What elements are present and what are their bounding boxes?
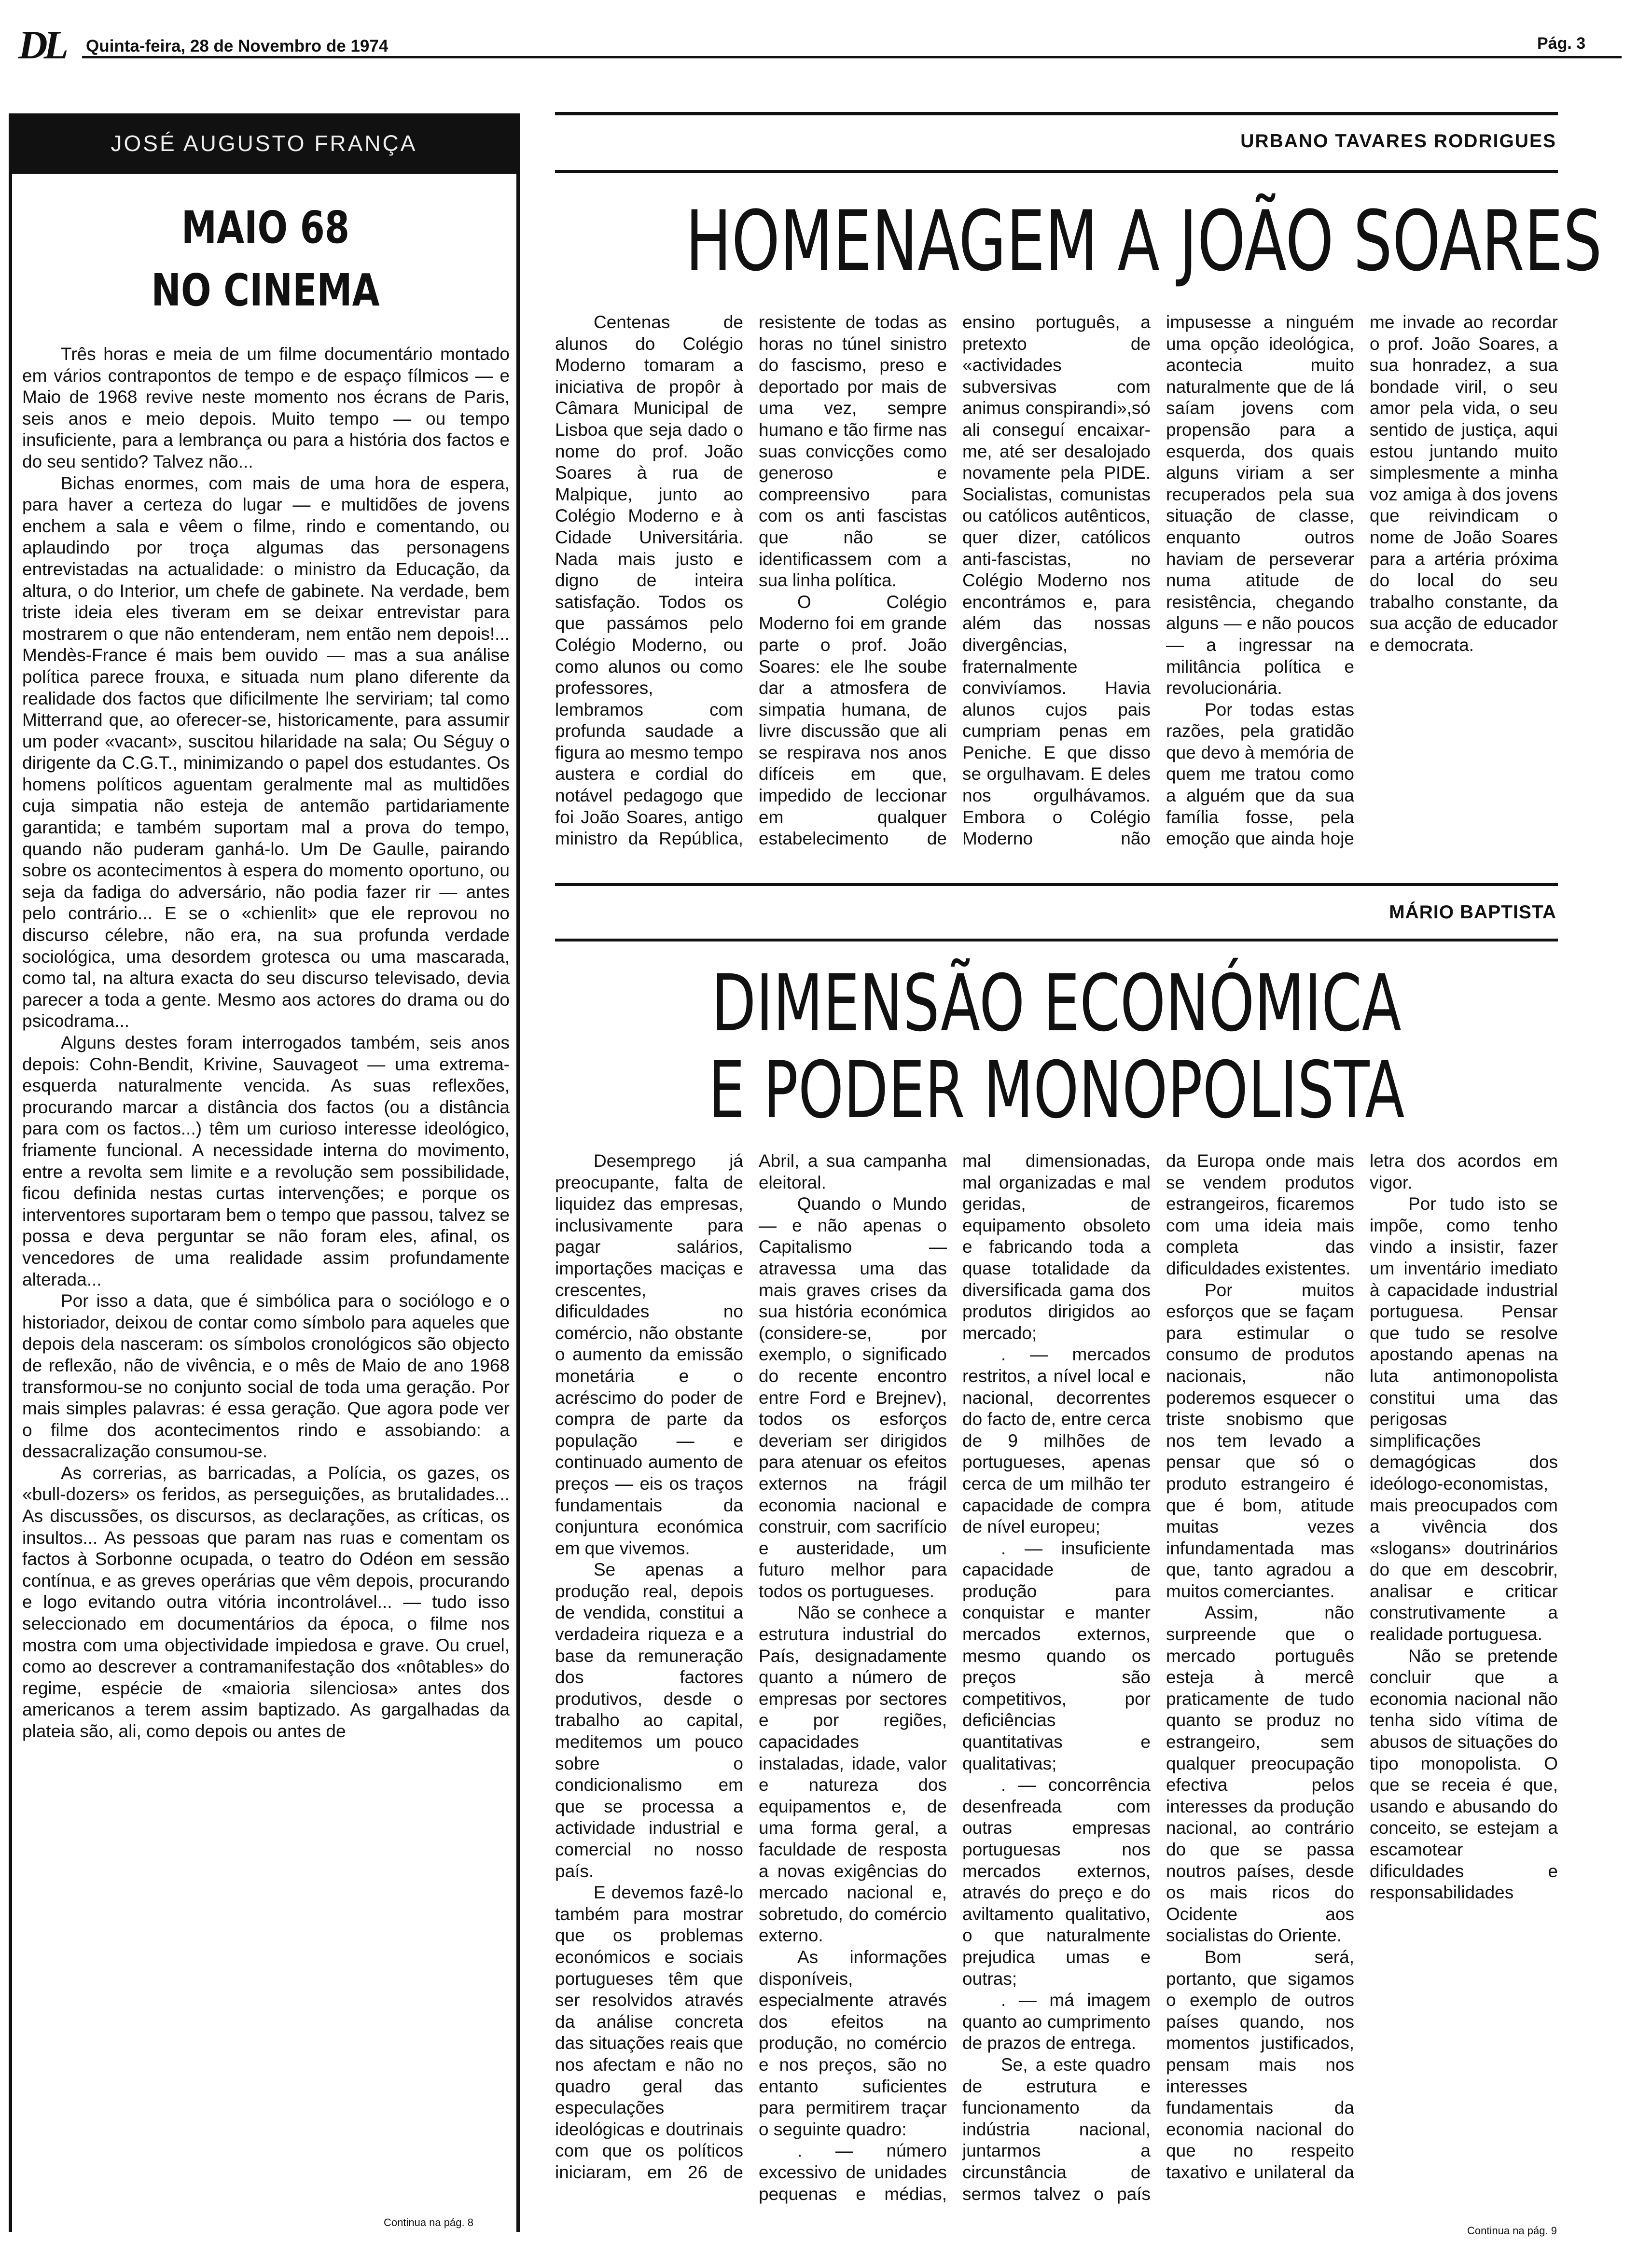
top-paragraph: Por todas estas razões, pela gratidão que devo à memória de quem me tratou como a alguém que da sua família fosse, pela emoção que ainda hoje me invade ao recordar o prof. João Soares, a sua honradez, a sua bondade viril, o seu amor pela vida, o seu sentido de justiça, aqui estou juntando muito simplesmente a minha voz amiga à dos jovens que reivindicam o nome de João Soares para a artéria próxima do local do seu trabalho constante, da sua acção de educador e democrata. xyxy=(1166,312,1558,849)
bottom-paragraph: E devemos fazê-lo também para mostrar que os problemas económicos e sociais portugueses têm que ser resolvidos através da análise concreta das situações reais que nos afectam e não no quadro geral das especulações ideológicas e doutrinais com que os políticos iniciaram, em 26 de Abril, a sua campanha eleitoral. xyxy=(555,1151,947,2182)
left-paragraph: Três horas e meia de um filme documentário montado em vários contrapontos de tempo e de espaço fílmicos — e Maio de 1968 revive neste momento nos écrans de Paris, seis anos e meio depois. Muito tempo — ou tempo insuficiente, para a lembrança ou para a história dos factos e do seu sentido? Talvez não... xyxy=(22,344,510,471)
bottom-paragraph: Não se conhece a estrutura industrial do País, designadamente quanto a número de empresas por sectores e por regiões, capacidades instaladas, idade, valor e natureza dos equipamentos e, de uma forma geral, a faculdade de resposta a novas exigências do mercado nacional e, sobretudo, do comércio externo. xyxy=(759,1603,947,1946)
left-author: JOSÉ AUGUSTO FRANÇA xyxy=(111,131,417,156)
bottom-article-body xyxy=(555,1150,1558,2218)
bottom-list-item: . — mercados restritos, a nível local e nacional, decorrentes do facto de, entre cerca de 9 milhões de portugueses, apenas cerca de um milhão ter capacidade de compra de nível europeu; xyxy=(962,1344,1151,1537)
bottom-author: MÁRIO BAPTISTA xyxy=(1389,902,1556,923)
left-paragraph: Bichas enormes, com mais de uma hora de espera, para haver a certeza do lugar — e multidões de jovens enchem a sala e vêem o filme, rindo e comentando, ou aplaudindo por troça algumas das personagens entrevistadas na actualidade: o ministro da Educação, da altura, o do Interior, um chefe de gabinete. Na verdade, bem triste ideia eles tiveram em se deixar entrevistar para mostrarem o que não entenderam, nem então nem depois!... Mendès-France é mais bem ouvido — mas a sua análise política parece frouxa, e situada num plano diferente da realidade dos factos que dificilmente lhe serviriam; tal como Mitterrand que, ao oferecer-se, historicamente, para assumir um poder «vacant», suscitou hilaridade na sala; Ou Séguy o dirigente da C.G.T., minimizando o papel dos estudantes. Os homens políticos aguentam geralmente mal as multidões cuja simpatia não esteja de antemão partidariamente garantida; e também suportam mal a prova do tempo, quando não puderam ganhá-lo. Um De Gaulle, pairando sobre os acontecimentos à espera do momento oportuno, ou seja da fadiga do adversário, não podia fazer rir — antes pelo contrário... E se o «chienlit» que ele reprovou no discurso célebre, não era, na sua profunda verdade sociológica, uma desordem grotesca ou uma mascarada, como tal, na altura exacta do seu discurso televisado, devia parecer a toda a gente. Mesmo aos actores do drama ou do psicodrama... xyxy=(22,473,510,1031)
bottom-continua: Continua na pág. 9 xyxy=(1467,2225,1557,2237)
left-paragraph: Alguns destes foram interrogados também, seis anos depois: Cohn-Bendit, Krivine, Sauvageot — uma extrema-esquerda naturalmente vencida. As suas reflexões, procurando marcar a distância dos factos (ou a distância para com os factos...) têm um curioso interesse ideológico, friamente funcional. A necessidade interna do movimento, entre a revolta sem limite e a revolução sem possibilidade, ficou definida nestas curtas intervenções; e porque os interventores suportaram bem o tempo que passou, talvez se possa e deva perguntar se não foram eles, afinal, os vencedores de uma realidade assim profundamente alterada... xyxy=(22,1033,510,1289)
top-paragraph: Centenas de alunos do Colégio Moderno tomaram a iniciativa de propôr à Câmara Municipal de Lisboa que seja dado o nome do prof. João Soares à rua de Malpique, junto ao Colégio Moderno e à Cidade Universitária. Nada mais justo e digno de inteira satisfação. Todos os que passámos pelo Colégio Moderno, ou como alunos ou como professores, lembramos com profunda saudade a figura ao mesmo tempo austera e cordial do notável pedagogo que foi João Soares, antigo ministro da República, resistente de todas as horas no túnel sinistro do fascismo, preso e deportado por mais de uma vez, sempre humano e tão firme nas suas convicções como generoso e compreensivo para com os anti fascistas que não se identificassem com a sua linha política. xyxy=(555,312,947,849)
bottom-paragraph: Por muitos esforços que se façam para estimular o consumo de produtos nacionais, não poderemos esquecer o triste snobismo que nos tem levado a pensar que só o produto estrangeiro é que é bom, atitude muitas vezes infundamentada mas que, tanto agradou a muitos comerciantes. xyxy=(1166,1280,1354,1601)
left-title-line1: MAIO 68 xyxy=(181,202,350,253)
masthead-logo: DL xyxy=(18,23,65,68)
bottom-title-line2: E PODER MONOPOLISTA xyxy=(708,1045,1405,1136)
left-article-body xyxy=(22,344,510,2062)
bottom-paragraph: Não se pretende concluir que a economia nacional não tenha sido vítima de abusos de situações do tipo monopolista. O que se receia é que, usando e abusando do conceito, se estejam a escamotear dificuldades e responsabilidades xyxy=(1370,1646,1558,1903)
left-paragraph: Por isso a data, que é simbólica para o sociólogo e o historiador, deixou de contar como símbolo para aqueles que depois dela nasceram: os símbolos cronológicos são objecto de reflexão, não de vivência, e o mês de Maio de ano 1968 transformou-se no conjunto social de toda uma geração. Por mais simples palavras: é essa geração. Que agora pode ver o filme dos acontecimentos rindo e assobiando: a dessacralização consumou-se. xyxy=(22,1291,510,1462)
left-paragraph: As correrias, as barricadas, a Polícia, os gazes, os «bull-dozers» os feridos, as perseguições, as brutalidades... As discussões, os discursos, as declarações, as críticas, os insultos... As pessoas que param nas ruas e comentam os factos à Sorbonne ocupada, o teatro do Odéon em sessão contínua, e as greves operárias que vêm depois, procurando e logo evitando outra vitória incontrolável... — tudo isso seleccionado em documentários da época, o filme nos mostra com uma objectividade impiedosa e grave. Ou cruel, como ao descrever a contramanifestação dos «nôtables» do regime, espécie de «maioria silenciosa» antes dos americanos a terem assim baptizado. As gargalhadas da plateia são, ali, como depois ou antes de xyxy=(22,1463,510,1741)
bottom-list-item: . — insuficiente capacidade de produção para conquistar e manter mercados externos, mesmo quando os preços são competitivos, por deficiências quantitativas e qualitativas; xyxy=(962,1538,1151,1773)
bottom-paragraph: Se, a este quadro de estrutura e funcionamento da indústria nacional, juntarmos a circunstância de sermos talvez o país da Europa onde mais se vendem produtos estrangeiros, ficaremos com uma ideia mais completa das dificuldades existentes. xyxy=(962,1151,1354,2204)
bottom-paragraph: Quando o Mundo — e não apenas o Capitalismo — atravessa uma das mais graves crises da sua história económica (considere-se, por exemplo, o significado do recente encontro entre Ford e Brejnev), todos os esforços deveriam ser dirigidos para atenuar os efeitos externos na frágil economia nacional e construir, com sacrifício e austeridade, um futuro melhor para todos os portugueses. xyxy=(759,1194,947,1601)
bottom-list-item: . — concorrência desenfreada com outras empresas portuguesas nos mercados externos, através do preço e do aviltamento qualitativo, o que naturalmente prejudica umas e outras; xyxy=(962,1775,1151,1989)
bottom-paragraph: Se apenas a produção real, depois de vendida, constitui a verdadeira riqueza e a base da remuneração dos factores produtivos, desde o trabalho ao capital, meditemos um pouco sobre o condicionalismo em que se processa a actividade industrial e comercial no nosso país. xyxy=(555,1560,743,1881)
top-title: HOMENAGEM A JOÃO SOARES xyxy=(685,193,1602,290)
left-box-border-right xyxy=(516,113,520,2232)
bottom-article-rule-title xyxy=(555,939,1558,941)
bottom-title-line1: DIMENSÃO ECONÓMICA xyxy=(711,958,1402,1049)
top-article-rule-title xyxy=(555,170,1558,173)
top-article-rule-top xyxy=(555,112,1558,115)
bottom-article-rule-top xyxy=(555,883,1558,886)
left-title-line2: NO CINEMA xyxy=(151,264,380,316)
bottom-paragraph: Bom será, portanto, que sigamos o exemplo de outros países quando, nos momentos justificados, pensam mais nos interesses fundamentais da economia nacional do que no respeito taxativo e unilateral da letra dos acordos em vigor. xyxy=(1166,1151,1558,2182)
bottom-list-item: . — número excessivo de unidades pequenas e médias, mal dimensionadas, mal organizadas e mal geridas, de equipamento obsoleto e fabricando toda a quase totalidade da diversificada gama dos produtos dirigidos ao mercado; xyxy=(759,1151,1151,2204)
left-continua: Continua na pág. 8 xyxy=(384,2216,473,2228)
masthead-rule xyxy=(82,56,1622,58)
bottom-paragraph: Desemprego já preocupante, falta de liquidez das empresas, inclusivamente para pagar salários, importações maciças e crescentes, dificuldades no comércio, não obstante o aumento da emissão monetária e o acréscimo do poder de compra de parte da população — e continuado aumento de preços — eis os traços fundamentais da conjuntura económica em que vivemos. xyxy=(555,1151,743,1558)
top-author: URBANO TAVARES RODRIGUES xyxy=(1240,131,1556,152)
page-number: Pág. 3 xyxy=(1537,34,1586,53)
bottom-paragraph: As informações disponíveis, especialmente através dos efeitos na produção, no comércio e nos preços, são no entanto suficientes para permitirem traçar o seguinte quadro: xyxy=(759,1947,947,2139)
left-box-border-left xyxy=(9,113,12,2232)
masthead-date: Quinta-feira, 28 de Novembro de 1974 xyxy=(86,37,389,55)
top-article-body xyxy=(555,312,1558,863)
bottom-paragraph: Por tudo isto se impõe, como tenho vindo a insistir, fazer um inventário imediato à capacidade industrial portuguesa. Pensar que tudo se resolve apostando apenas na luta antimonopolista constitui uma das perigosas simplificações demagógicas dos ideólogo-economistas, mais preocupados com a vivência dos «slogans» doutrinários do que em descobrir, analisar e criticar construtivamente a realidade portuguesa. xyxy=(1370,1194,1558,1645)
top-paragraph: O Colégio Moderno foi em grande parte o prof. João Soares: ele lhe soube dar a atmosfera de simpatia humana, de livre discussão que ali se respirava nos anos difíceis em que, impedido de leccionar em qualquer estabelecimento de ensino português, a pretexto de «actividades subversivas com animus conspirandi»,só ali conseguí encaixar-me, até ser desalojado novamente pela PIDE. Socialistas, comunistas ou católicos autênticos, quer dizer, católicos anti-fascistas, no Colégio Moderno nos encontrámos e, para além das nossas divergências, fraternalmente convivíamos. Havia alunos cujos pais cumpriam penas em Peniche. E que disso se orgulhavam. E deles nos orgulhávamos. Embora o Colégio Moderno não impusesse a ninguém uma opção ideológica, acontecia muito naturalmente que de lá saíam jovens com propensão para a esquerda, dos quais alguns viriam a ser recuperados pela sua situação de classe, enquanto outros haviam de perseverar numa atitude de resistência, chegando alguns — e não poucos — a ingressar na militância política e revolucionária. xyxy=(759,312,1354,849)
bottom-list-item: . — má imagem quanto ao cumprimento de prazos de entrega. xyxy=(962,1990,1151,2053)
bottom-paragraph: Assim, não surpreende que o mercado português esteja à mercê praticamente de tudo quanto se produz no estrangeiro, sem qualquer preocupação efectiva pelos interesses da produção nacional, ao contrário do que se passa noutros países, desde os mais ricos do Ocidente aos socialistas do Oriente. xyxy=(1166,1603,1354,1946)
